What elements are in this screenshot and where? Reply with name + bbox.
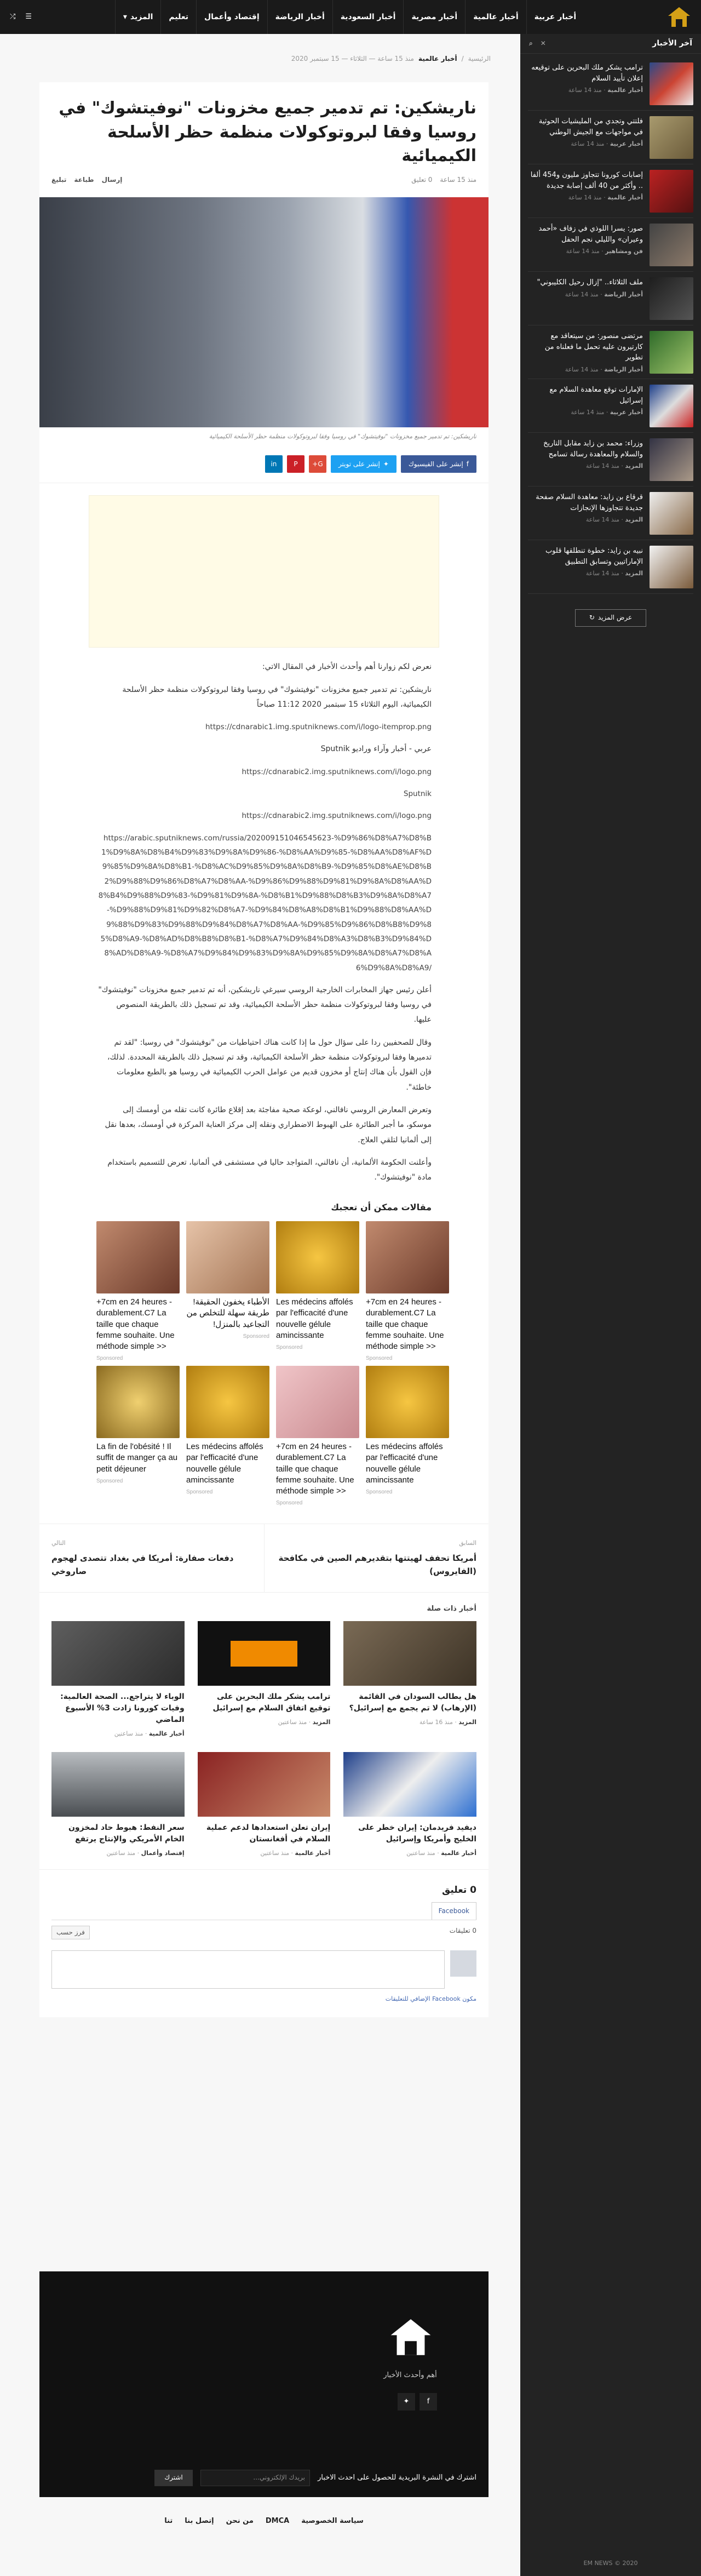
thumbnail[interactable] [198, 1621, 331, 1686]
ad-slot[interactable] [89, 495, 439, 648]
article [39, 82, 489, 2017]
list-item-cat[interactable]: أخبار عربية [610, 409, 643, 416]
next-title: دفعات صفارة: أمريكا في بغداد تتصدى لهجوم صاروخي [51, 1553, 234, 1576]
nav-item-economy[interactable]: إقتصاد وأعمال [196, 0, 267, 34]
footer-social [398, 2393, 437, 2411]
thumbnail[interactable] [186, 1366, 269, 1438]
card-source: Sponsored [186, 1489, 213, 1495]
comment-composer [51, 1950, 476, 1989]
post-navigation [39, 1524, 489, 1593]
footer-link-more[interactable]: تنا [164, 2517, 173, 2525]
paragraph: عربي - أخبار وآراء وراديو Sputnik [320, 745, 432, 754]
card-title[interactable]: La fin de l'obésité ! Il suffit de manger ça au petit déjeuner [96, 1442, 178, 1474]
sponsored-card[interactable] [276, 1366, 359, 1507]
card-title[interactable]: Les médecins affolés par l'efficacité d'une nouvelle gélule amincissante [186, 1442, 263, 1485]
card-title[interactable]: الأطباء يخفون الحقيقة! طريقة سهلة للتخلص من التجاعيد بالمنزل! [186, 1297, 269, 1329]
list-item[interactable]: الإمارات توقع معاهدة السلام مع إسرائيل أخبار عربية · منذ 14 ساعة [528, 379, 693, 433]
footer-nav [39, 2516, 489, 2527]
hero-image [39, 197, 489, 427]
related-card-cat[interactable]: أخبار عالمية [441, 1849, 476, 1857]
list-item-time: منذ 14 ساعة [585, 570, 619, 577]
list-item-time: منذ 14 ساعة [566, 248, 600, 255]
breadcrumb-sep: / [461, 55, 464, 62]
related-card-title[interactable]: ديفيد فريدمان: إيران خطر على الخليج وأمريكا وإسرائيل [358, 1823, 476, 1844]
image-caption: ناريشكين: تم تدمير جميع مخزونات "نوفيتشوك" في روسيا وفقا لبروتوكولات منظمة حظر الأسلحة الكيميائية [209, 432, 476, 440]
link-text[interactable]: https://cdnarabic2.img.sputniknews.com/i/logo.png [242, 811, 432, 821]
share-facebook-button[interactable] [401, 455, 476, 473]
nav-item-saudi[interactable]: أخبار السعودية [332, 0, 404, 34]
sponsored-grid [39, 1221, 489, 1507]
paragraph: Sputnik [403, 789, 432, 799]
share-gplus-button[interactable]: G+ [309, 455, 326, 473]
list-item[interactable]: إصابات كورونا تتجاوز مليون و454 ألفا .. وأكثر من 40 ألف إصابة جديدة أخبار عالمية · منذ 14 ساعة [528, 164, 693, 218]
list-item[interactable]: ملف الثلاثاء.. "إزال رحيل الكليبوني" أخبار الرياضة · منذ 14 ساعة [528, 272, 693, 325]
card-title[interactable]: +7cm en 24 heures - durablement.C7 La taille que chaque femme souhaite. Une méthode simple >> [276, 1442, 354, 1496]
comments-bar [51, 1920, 476, 1945]
related-card-time: منذ ساعتين [260, 1849, 290, 1857]
list-item-title[interactable]: ترامب يشكر ملك البحرين على توقيعه إعلان تأييد السلام [531, 64, 643, 83]
twitter-icon[interactable]: ✦ [398, 2393, 415, 2411]
breadcrumb-category[interactable]: أخبار عالمية [418, 55, 457, 62]
footer-link-about[interactable]: من نحن [226, 2517, 254, 2525]
thumbnail[interactable] [186, 1221, 269, 1293]
footer-link-privacy[interactable]: سياسة الخصوصية [301, 2517, 364, 2525]
comments-heading: 0 تعليق [442, 1884, 476, 1896]
copyright: EM NEWS © 2020 [583, 2560, 638, 2567]
top-navbar [0, 0, 701, 34]
footer-link-contact[interactable]: إتصل بنا [185, 2517, 214, 2525]
menu-icon[interactable]: ☰ [25, 12, 32, 21]
link-text[interactable]: https://arabic.sputniknews.com/russia/202009151046545623-%D9%86%D8%A7%D8%B1%D9%8A%D8%B4%D9%83%D9%8A%D9%86-%D8%AA%D9%85-%D8%AA%D8%AF%D9%85%D9%8A%D8%B1-%D8%AC%D9%85%D9%8A%D8%B9-%D9%85%D8%AE%D8%B2%D9%88%D9%86%D8%A7%D8%AA-%D9%86%D9%88%D9%81%D9%8A%D8%AA%D8%B4%D9%88%D9%83-%D9%81%D9%8A-%D8%B1%D9%88%D8%B3%D9%8A%D8%A7-%D9%88%D9%81%D9%82%D8%A7-%D9%84%D8%A8%D8%B1%D9%88%D8%AA%D9%88%D9%83%D9%88%D9%84%D8%A7%D8%AA-%D9%85%D9%86%D8%B8%D9%85%D8%A9-%D8%AD%D8%B8%D8%B1-%D8%A7%D9%84%D8%A3%D8%B3%D9%84%D8%AD%D8%A9-%D8%A7%D9%84%D9%83%D9%8A%D9%85%D9%8A%D8%A7%D8%A6%D9%8A%D8%A9/ [98, 833, 432, 972]
show-more-label: عرض المزيد [597, 614, 633, 622]
link-text[interactable]: https://cdnarabic1.img.sputniknews.com/i/logo-itemprop.png [205, 723, 432, 732]
related-card-title[interactable]: ترامب يشكر ملك البحرين على توقيع اتفاق السلام مع إسرائيل [212, 1692, 331, 1713]
email-field[interactable]: بريدك الإلكتروني... [200, 2470, 310, 2486]
card-title[interactable]: +7cm en 24 heures - durablement.C7 La taille que chaque femme souhaite. Une méthode simple >> [366, 1297, 444, 1351]
nav-item-world[interactable]: أخبار عالمية [465, 0, 526, 34]
share-bar [39, 445, 489, 483]
list-item-cat[interactable]: المزيد [625, 516, 643, 523]
random-icon[interactable]: ⤮ [10, 12, 16, 21]
newsletter-text: اشترك في النشرة البريدية للحصول على احدث الاخبار [318, 2473, 476, 2482]
related-news [39, 1593, 489, 1869]
prev-title: أمريكا تحفف لهيتتها بتقديرهم الصين في مكافحة (الفايروس) [278, 1553, 476, 1576]
list-item-cat[interactable]: أخبار الرياضة [604, 290, 643, 298]
card-title[interactable]: Les médecins affolés par l'efficacité d'une nouvelle gélule amincissante [366, 1442, 443, 1485]
sponsored-card[interactable] [366, 1221, 449, 1362]
newsletter [51, 2466, 476, 2489]
nav-item-arab[interactable]: أخبار عربية [526, 0, 584, 34]
list-item-title[interactable]: الإمارات توقع معاهدة السلام مع إسرائيل [549, 386, 643, 405]
list-item[interactable]: مرتضى منصور: من سيتعاقد مع كارتيرون عليه تحمل ما فعلناه من تطوير أخبار الرياضة · منذ 14 ساعة [528, 325, 693, 379]
thumbnail[interactable] [650, 546, 693, 588]
avatar [450, 1950, 476, 1977]
card-source: Sponsored [276, 1344, 303, 1350]
logo-mark [667, 5, 691, 29]
site-logo[interactable] [667, 0, 691, 34]
related-card-time: منذ 16 ساعة [419, 1719, 453, 1726]
list-item-title[interactable]: فلتتي وتجدي من المليشيات الحوثية في مواجهات مع الجيش الوطني [538, 117, 643, 136]
list-item-title[interactable]: وزراء: محمد بن زايد مقابل التاريخ والسلام والمعاهدة رسالة تسامح [543, 439, 643, 459]
thumbnail[interactable] [198, 1752, 331, 1817]
list-item-cat[interactable]: أخبار عالمية [607, 194, 643, 201]
card-source: Sponsored [366, 1355, 393, 1362]
paragraph: ناريشكين: تم تدمير جميع مخزونات "نوفيتشوك" في روسيا وفقا لبروتوكولات منظمة حظر الأسلحة الكيميائية، اليوم الثلاثاء 15 سبتمبر 2020 11:12 صباحاً [122, 685, 432, 709]
share-pinterest-button[interactable]: P [287, 455, 304, 473]
comments-count: 0 تعليقات [449, 1926, 476, 1934]
related-card-title[interactable]: الوباء لا يتراجع... الصحة العالمية: وفيات كورونا زادت 3% الأسبوع الماضي [60, 1692, 185, 1725]
sponsored-card[interactable] [96, 1221, 180, 1362]
prev-post-link[interactable] [265, 1524, 489, 1592]
sponsored-card[interactable] [186, 1221, 269, 1359]
paragraph: وأعلنت الحكومة الألمانية، أن نافالني، المتواجد حاليا في مستشفى في ألمانيا، تعرض للتسميم باستخدام مادة "نوفيتشوك". [107, 1158, 432, 1182]
list-item-cat[interactable]: فن ومشاهير [605, 248, 643, 255]
article-title: ناريشكين: تم تدمير جميع مخزونات "نوفيتشوك" في روسيا وفقا لبروتوكولات منظمة حظر الأسلحة الكيميائية [59, 99, 476, 165]
recommended-title: مقالات ممكن أن تعجبك [331, 1202, 432, 1213]
nav-more-label: المزيد [130, 13, 153, 21]
thumbnail[interactable] [650, 224, 693, 266]
list-item-time: منذ 14 ساعة [565, 365, 599, 373]
list-item-time: منذ 14 ساعة [571, 140, 605, 147]
paragraph: أعلن رئيس جهاز المخابرات الخارجية الروسي سيرغي ناريشكين، أنه تم تدمير جميع مخزونات "نوفيتشوك" في روسيا وفقا لبروتوكولات منظمة حظر الأسلحة الكيميائية، وقد تم تسجيل ذلك بالطريقة المنصوص عليها. [98, 985, 432, 1024]
related-card[interactable]: ديفيد فريدمان: إيران خطر على الخليج وأمريكا وإسرائيل أخبار عالمية · منذ ساعتين [343, 1752, 476, 1858]
list-item[interactable]: قرقاع بن زايد: معاهدة السلام صفحة جديدة تتجاوزها الإنجازات المزيد · منذ 14 ساعة [528, 486, 693, 540]
latest-news-sidebar [520, 34, 701, 2576]
main-nav [115, 0, 584, 34]
thumbnail[interactable] [366, 1366, 449, 1438]
nav-item-education[interactable]: تعليم [160, 0, 196, 34]
thumbnail[interactable] [650, 492, 693, 535]
related-card-cat[interactable]: أخبار عالمية [295, 1849, 331, 1857]
paragraph: وتعرض المعارض الروسي نافالني، لوعكة صحية مفاجئة بعد إقلاع طائرة كانت تقله من أومسك إلى موسكو، ما أجبر الطائرة على الهبوط الاضطراري ونقله إلى مركز العناية المركزة في أومسك، بعدها نقل إلى ألمانيا لتلقي العلاج. [105, 1105, 432, 1144]
list-item[interactable]: صور: يسرا اللوذي في زفاف «أحمد وعيران» والليلي نجم الحفل فن ومشاهير · منذ 14 ساعة [528, 218, 693, 272]
sidebar-title: آخر الأخبار [652, 39, 692, 48]
list-item-cat[interactable]: المزيد [625, 462, 643, 470]
thumbnail[interactable] [51, 1752, 185, 1817]
card-source: Sponsored [366, 1489, 393, 1495]
list-item-cat[interactable]: أخبار الرياضة [604, 365, 643, 373]
sort-select[interactable]: فرز حسب [51, 1926, 90, 1939]
related-card[interactable]: هل يطالب السودان في القائمة (الإرهاب) لا تم يجمع مع إسرائيل؟ المزيد · منذ 16 ساعة [343, 1621, 476, 1739]
share-twitter-label: إنشر على تويتر [338, 460, 380, 468]
footer-link-dmca[interactable]: DMCA [265, 2517, 290, 2525]
card-source: Sponsored [276, 1500, 303, 1507]
related-card-time: منذ ساعتين [406, 1849, 435, 1857]
list-item-title[interactable]: قرقاع بن زايد: معاهدة السلام صفحة جديدة تتجاوزها الإنجازات [536, 493, 643, 512]
sponsored-card[interactable] [96, 1366, 180, 1504]
thumbnail[interactable] [276, 1366, 359, 1438]
list-item-title[interactable]: إصابات كورونا تتجاوز مليون و454 ألفا .. وأكثر من 40 ألف إصابة جديدة [530, 171, 643, 190]
sidebar-list [520, 54, 701, 597]
related-card-time: منذ ساعتين [114, 1730, 143, 1738]
article-time: منذ 15 ساعة [440, 175, 476, 184]
related-card-title[interactable]: سعر النفط: هبوط حاد لمخزون الخام الأمريكي والإنتاج يرتفع [68, 1823, 185, 1844]
related-card-time: منذ ساعتين [278, 1719, 307, 1726]
prev-label: السابق [459, 1539, 476, 1547]
twitter-icon: ✦ [383, 460, 389, 468]
link-text[interactable]: https://cdnarabic2.img.sputniknews.com/i/logo.png [242, 767, 432, 776]
list-item-cat[interactable]: أخبار عالمية [607, 87, 643, 94]
list-item-title[interactable]: مرتضى منصور: من سيتعاقد مع كارتيرون عليه تحمل ما فعلناه من تطوير [544, 332, 643, 362]
nav-more[interactable] [115, 0, 161, 34]
facebook-tab[interactable]: Facebook [432, 1902, 476, 1920]
related-card-cat[interactable]: أخبار عالمية [148, 1730, 185, 1738]
thumbnail[interactable] [276, 1221, 359, 1293]
sidebar-header [520, 34, 701, 54]
list-item-cat[interactable]: أخبار عربية [610, 140, 643, 147]
article-body [39, 660, 489, 1198]
related-card[interactable]: الوباء لا يتراجع... الصحة العالمية: وفيات كورونا زادت 3% الأسبوع الماضي أخبار عالمية · منذ ساعتين [51, 1621, 185, 1739]
related-card[interactable]: ترامب يشكر ملك البحرين على توقيع اتفاق السلام مع إسرائيل المزيد · منذ ساعتين [198, 1621, 331, 1739]
breadcrumb-date: منذ 15 ساعة — الثلاثاء — 15 سبتمبر 2020 [291, 55, 414, 62]
related-card[interactable]: إيران تعلن استعدادها لدعم عملية السلام في أفغانستان أخبار عالمية · منذ ساعتين [198, 1752, 331, 1858]
card-source: Sponsored [96, 1478, 123, 1484]
article-meta [39, 168, 489, 197]
next-label: التالي [51, 1539, 66, 1547]
card-source: Sponsored [96, 1355, 123, 1362]
thumbnail[interactable] [650, 170, 693, 213]
related-card-cat[interactable]: المزيد [312, 1719, 331, 1726]
list-item[interactable]: ترامب يشكر ملك البحرين على توقيعه إعلان تأييد السلام أخبار عالمية · منذ 14 ساعة [528, 57, 693, 111]
paragraph: وقال للصحفيين ردا على سؤال حول ما إذا كانت هناك احتياطيات من "نوفيتشوك" في روسيا: "لقد تم تدميرها وفقا لبروتوكولات منظمة حظر الأسلحة الكيميائية، وقد تم تسجيل ذلك بالطريقة المحددة. لذلك، فإن القول بأن هناك إنتاج أو مخزون قديم من عوامل الحرب الكيميائية في روسيا هو بالطبع معلومات خاطئة". [107, 1038, 432, 1092]
list-item-time: منذ 14 ساعة [585, 516, 619, 523]
comment-count[interactable]: 0 تعليق [411, 175, 433, 184]
show-more-button[interactable] [575, 609, 646, 627]
nav-item-sports[interactable]: أخبار الرياضة [267, 0, 332, 34]
list-item-time: منذ 14 ساعة [571, 409, 605, 416]
breadcrumb [42, 54, 491, 64]
close-icon[interactable]: ✕ [540, 39, 546, 47]
share-facebook-label: إنشر على الفيسبوك [408, 460, 463, 468]
related-card-title[interactable]: هل يطالب السودان في القائمة (الإرهاب) لا تم يجمع مع إسرائيل؟ [349, 1692, 476, 1713]
list-item[interactable]: فلتتي وتجدي من المليشيات الحوثية في مواجهات مع الجيش الوطني أخبار عربية · منذ 14 ساعة [528, 111, 693, 164]
top-tools [10, 12, 32, 23]
related-card-cat[interactable]: إقتصاد وأعمال [141, 1849, 185, 1857]
list-item-time: منذ 14 ساعة [565, 290, 599, 298]
related-card-title[interactable]: إيران تعلن استعدادها لدعم عملية السلام في أفغانستان [206, 1823, 331, 1844]
paragraph: نعرض لكم زوارنا أهم وأحدث الأخبار في المقال الاتي: [262, 662, 432, 672]
thumbnail[interactable] [650, 438, 693, 481]
card-source: Sponsored [243, 1333, 269, 1339]
thumbnail[interactable] [650, 385, 693, 427]
thumbnail[interactable] [96, 1366, 180, 1438]
nav-item-egypt[interactable]: أخبار مصرية [403, 0, 465, 34]
fb-plugin-label[interactable]: مكون Facebook الإضافي للتعليقات [385, 1995, 476, 2003]
related-card-cat[interactable]: المزيد [458, 1719, 476, 1726]
thumbnail[interactable] [366, 1221, 449, 1293]
comments-section [39, 1869, 489, 2017]
thumbnail[interactable] [51, 1621, 185, 1686]
refresh-icon: ↻ [589, 614, 595, 622]
card-title[interactable]: +7cm en 24 heures - durablement.C7 La taille que chaque femme souhaite. Une méthode simple >> [96, 1297, 175, 1351]
facebook-icon[interactable]: f [420, 2393, 437, 2411]
site-footer [39, 2271, 489, 2497]
related-title: أخبار ذات صلة [427, 1604, 476, 1613]
thumbnail[interactable] [650, 277, 693, 320]
facebook-icon: f [466, 460, 469, 468]
share-linkedin-button[interactable]: in [265, 455, 283, 473]
footer-logo[interactable] [389, 2315, 433, 2359]
related-card-time: منذ ساعتين [106, 1849, 136, 1857]
print-button[interactable]: طباعة [74, 175, 94, 184]
list-item-time: منذ 14 ساعة [585, 462, 619, 470]
thumbnail[interactable] [96, 1221, 180, 1293]
list-item-title[interactable]: ملف الثلاثاء.. "إزال رحيل الكليبوني" [537, 278, 643, 287]
thumbnail[interactable] [650, 116, 693, 159]
report-button[interactable]: تبليغ [51, 175, 67, 184]
list-item-cat[interactable]: المزيد [625, 570, 643, 577]
related-card[interactable]: سعر النفط: هبوط حاد لمخزون الخام الأمريكي والإنتاج يرتفع إقتصاد وأعمال · منذ ساعتين [51, 1752, 185, 1858]
thumbnail[interactable] [343, 1752, 476, 1817]
urgent-badge [231, 1641, 297, 1667]
sponsored-card[interactable] [186, 1366, 269, 1504]
thumbnail[interactable] [343, 1621, 476, 1686]
sponsored-card[interactable] [366, 1366, 449, 1504]
list-item[interactable]: نبيه بن زايد: خطوة تنطلقها قلوب الإماراتيين وتسابق التطبيق المزيد · منذ 14 ساعة [528, 540, 693, 594]
thumbnail[interactable] [650, 331, 693, 374]
subscribe-button[interactable]: اشترك [154, 2470, 193, 2486]
card-title[interactable]: Les médecins affolés par l'efficacité d'une nouvelle gélule amincissante [276, 1297, 353, 1340]
list-item-time: منذ 14 ساعة [568, 194, 602, 201]
send-button[interactable]: إرسال [101, 175, 123, 184]
thumbnail[interactable] [650, 62, 693, 105]
comment-input[interactable] [51, 1950, 445, 1989]
next-post-link[interactable] [39, 1524, 265, 1592]
breadcrumb-home[interactable]: الرئيسية [468, 55, 491, 62]
footer-tagline: أهم وأحدث الأخبار [383, 2371, 437, 2379]
list-item-time: منذ 14 ساعة [568, 87, 602, 94]
sponsored-card[interactable] [276, 1221, 359, 1359]
list-item-title[interactable]: نبيه بن زايد: خطوة تنطلقها قلوب الإماراتيين وتسابق التطبيق [545, 547, 643, 566]
share-twitter-button[interactable] [331, 455, 397, 473]
chevron-down-icon: ▾ [123, 13, 127, 21]
list-item-title[interactable]: صور: يسرا اللوذي في زفاف «أحمد وعيران» والليلي نجم الحفل [538, 225, 643, 244]
main-content [0, 34, 520, 2576]
search-icon[interactable]: ⌕ [529, 39, 533, 47]
list-item[interactable]: وزراء: محمد بن زايد مقابل التاريخ والسلام والمعاهدة رسالة تسامح المزيد · منذ 14 ساعة [528, 433, 693, 486]
